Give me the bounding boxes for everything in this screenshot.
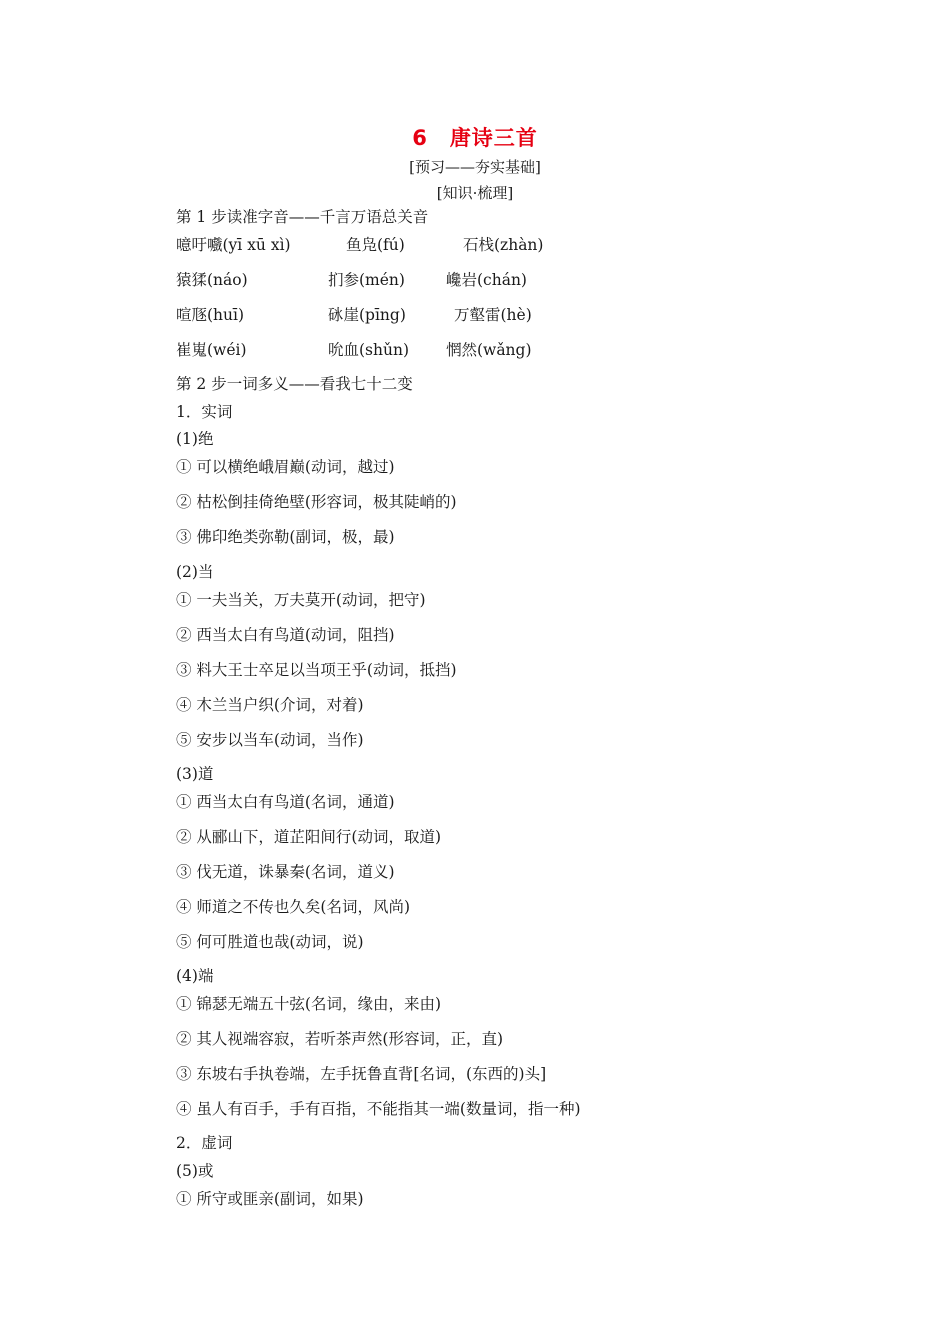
list-item: ② 枯松倒挂倚绝壁(形容词，极其陡峭的) [176, 493, 457, 511]
pinyin-item: 惘然(wǎng) [446, 341, 532, 359]
pinyin-item: 猿猱(náo) [176, 271, 248, 289]
list-item: ③ 东坡右手执卷端，左手抚鲁直背[名词，(东西的)头] [176, 1065, 547, 1083]
pinyin-item: 砯崖(pīng) [328, 306, 406, 324]
xuci-heading: 2．虚词 [176, 1134, 233, 1152]
list-item: ③ 伐无道，诛暴秦(名词，道义) [176, 863, 395, 881]
list-item: ① 一夫当关，万夫莫开(动词，把守) [176, 591, 426, 609]
list-item: ④ 虽人有百手，手有百指，不能指其一端(数量词，指一种) [176, 1100, 581, 1118]
list-item: ① 可以横绝峨眉巅(动词，越过) [176, 458, 395, 476]
pinyin-item: 鱼凫(fú) [346, 236, 405, 254]
pinyin-item: 喧豗(huī) [176, 306, 245, 324]
list-item: ③ 料大王士卒足以当项王乎(动词，抵挡) [176, 661, 457, 679]
section-preview: [预习——夯实基础] [409, 158, 541, 176]
list-item: ② 西当太白有鸟道(动词，阻挡) [176, 626, 395, 644]
pinyin-item: 崔嵬(wéi) [176, 341, 247, 359]
word-label-dang: (2)当 [176, 563, 214, 581]
pinyin-item: 巉岩(chán) [446, 271, 527, 289]
section-knowledge: [知识·梳理] [436, 184, 514, 202]
word-label-duan: (4)端 [176, 967, 214, 985]
word-label-dao: (3)道 [176, 765, 214, 783]
list-item: ② 从郦山下，道芷阳间行(动词，取道) [176, 828, 442, 846]
list-item: ① 所守或匪亲(副词，如果) [176, 1190, 364, 1208]
list-item: ④ 木兰当户织(介词，对着) [176, 696, 364, 714]
pinyin-item: 石栈(zhàn) [463, 236, 544, 254]
lesson-title-text: 唐诗三首 [449, 126, 538, 150]
list-item: ④ 师道之不传也久矣(名词，风尚) [176, 898, 411, 916]
pinyin-item: 扪参(mén) [328, 271, 405, 289]
lesson-title [0, 122, 950, 152]
list-item: ② 其人视端容寂，若听茶声然(形容词，正，直) [176, 1030, 504, 1048]
list-item: ① 西当太白有鸟道(名词，通道) [176, 793, 395, 811]
step2-heading: 第 2 步一词多义——看我七十二变 [176, 375, 413, 393]
word-label-huo: (5)或 [176, 1162, 214, 1180]
word-label-jue: (1)绝 [176, 430, 214, 448]
pinyin-item: 吮血(shǔn) [328, 341, 409, 359]
shici-heading: 1．实词 [176, 403, 233, 421]
list-item: ① 锦瑟无端五十弦(名词，缘由，来由) [176, 995, 442, 1013]
list-item: ③ 佛印绝类弥勒(副词，极，最) [176, 528, 395, 546]
list-item: ⑤ 安步以当车(动词，当作) [176, 731, 364, 749]
pinyin-item: 噫吁嚱(yī xū xì) [176, 236, 291, 254]
list-item: ⑤ 何可胜道也哉(动词，说) [176, 933, 364, 951]
step1-heading: 第 1 步读准字音——千言万语总关音 [176, 208, 429, 226]
pinyin-item: 万壑雷(hè) [454, 306, 532, 324]
lesson-number: 6 [412, 126, 428, 150]
